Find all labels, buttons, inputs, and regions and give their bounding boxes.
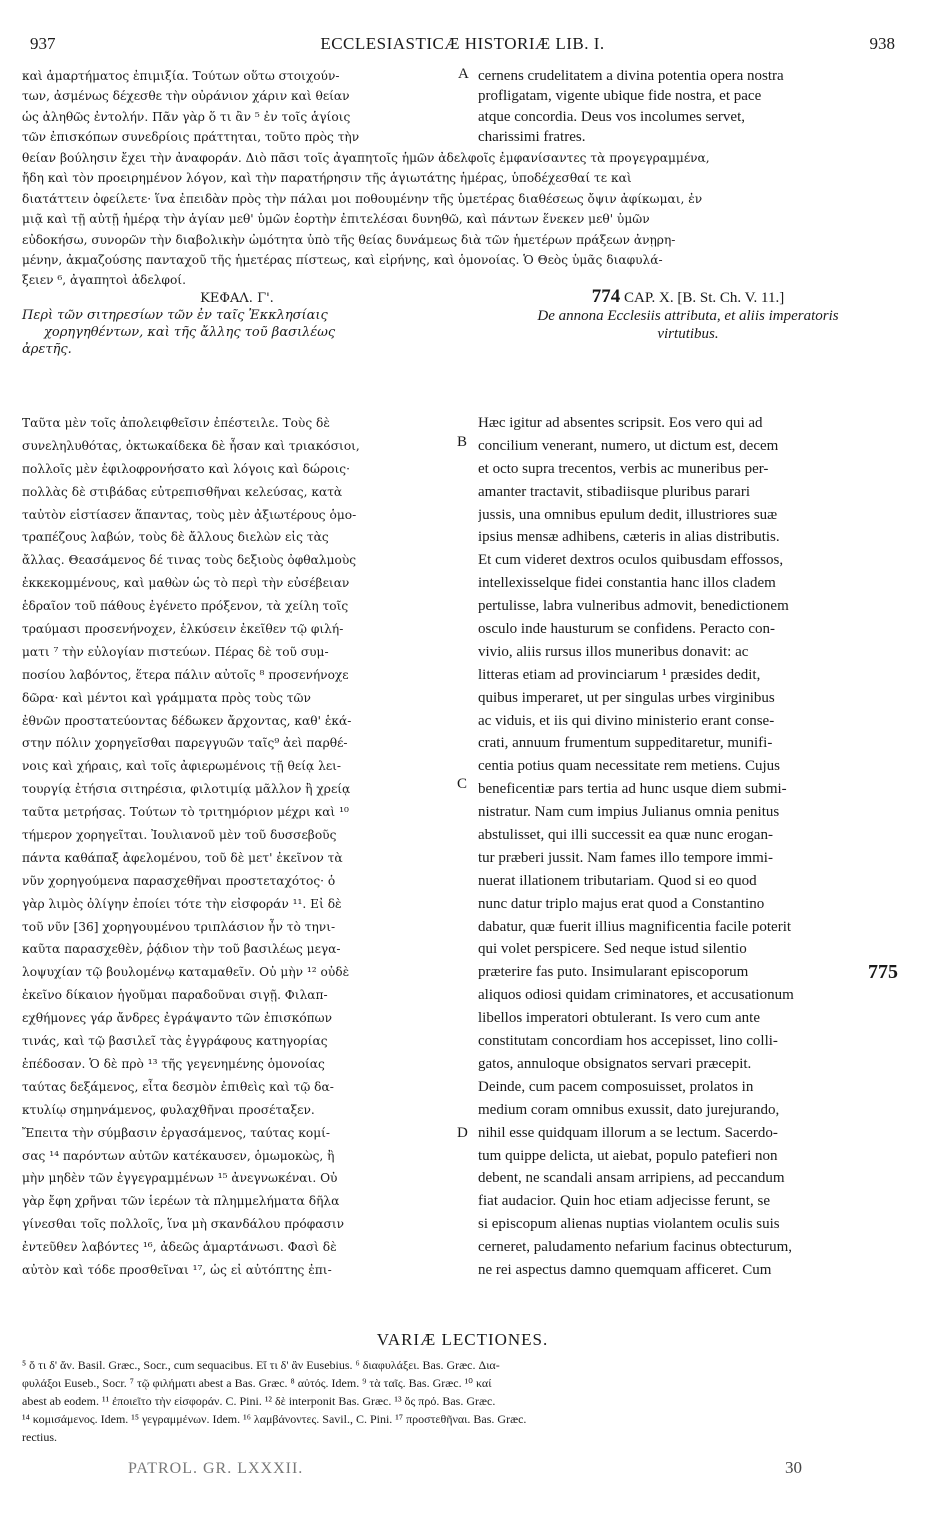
- text-line: ὡς ἀληθῶς ἐντολήν. Πᾶν γὰρ ὅ τι ἂν ⁵ ἐν τοῖς ἁγίοις: [22, 109, 351, 124]
- text-line: præterire fas puto. Insimularant episcoporum: [478, 964, 749, 981]
- text-line: τουργίᾳ ἐτήσια σιτηρέσια, φιλοτιμίᾳ μᾶλλον ἢ χρείᾳ: [22, 782, 351, 797]
- text-line: Deinde, cum pacem composuisset, prolatos in: [478, 1078, 754, 1095]
- text-line: ταύτας δεξάμενος, εἶτα δεσμὸν ἐπιθεὶς καὶ τῷ δα-: [22, 1079, 334, 1094]
- text-line: αὐτὸν καὶ τόδε προσθεῖναι ¹⁷, ὡς εἰ αὐτόπτης ἐπι-: [22, 1262, 332, 1277]
- greek-body-column: [22, 412, 452, 1282]
- variae-lectiones-notes: [22, 1356, 902, 1446]
- text-line: dabatur, quæ fuerit illius magnificentia facile poterit: [478, 918, 792, 935]
- text-line: beneficentiæ pars tertia ad hunc usque diem submi-: [478, 781, 787, 798]
- text-line: τραπέζους λαβών, τοὺς δὲ ἄλλους διελὼν εἰς τὰς: [22, 530, 329, 545]
- margin-letter-b: B: [457, 434, 468, 450]
- text-line: τοῦ νῦν [36] χορηγουμένου τριπλάσιον ἦν τὸ τηνι-: [22, 919, 336, 934]
- text-line: τραύμασι προσενήνοχεν, ἑλκύσειν ἐκεῖθεν τῷ φιλή-: [22, 622, 344, 637]
- latin-chapter-heading: [478, 288, 898, 343]
- text-line: μένην, ἀκμαζούσης πανταχοῦ τῆς ἡμετέρας πίστεως, καὶ εἰρήνης, καὶ ὁμονοίας. Ὁ Θεὸς ὑμᾶς διαφυλά-: [22, 252, 663, 267]
- text-line: nunc datur triplo majus erat quod a Constantino: [478, 895, 765, 912]
- text-line: Hæc igitur ad absentes scripsit. Eos vero qui ad: [478, 415, 763, 431]
- text-line: quibus imperaret, ut per singulas urbes virginibus: [478, 689, 775, 706]
- latin-chapter-title-line: De annona Ecclesiis attributa, et aliis imperatoris: [537, 308, 839, 324]
- text-line: cerneret, paludamento nefarium facinus obtecturum,: [478, 1239, 793, 1256]
- text-line: γὰρ λιμὸς ὀλίγην ἐποίει τότε τὴν εἰσφοράν ¹¹. Εἰ δὲ: [22, 896, 342, 911]
- page-number-right: 938: [869, 34, 895, 53]
- text-line: πολλοῖς μὲν ἐφιλοφρονήσατο καὶ λόγοις καὶ δώροις·: [22, 461, 350, 476]
- latin-chapter-title-line: virtutibus.: [657, 326, 719, 342]
- text-line: νοις καὶ χήραις, καὶ τοῖς ἀφιερωμένοις τῇ θείᾳ λει-: [22, 759, 342, 774]
- text-line: centia potius quam necessitate rem metiens. Cujus: [478, 758, 781, 775]
- text-line: atque concordia. Deus vos incolumes servet,: [478, 108, 746, 125]
- text-line: ἑδραῖον τοῦ πάθους ἐγένετο πρόξενον, τὰ χείλη τοῖς: [22, 599, 349, 614]
- text-line: gatos, annuloque obsignatos servari præcepit.: [478, 1055, 752, 1072]
- text-line: τήμερον χορηγεῖται. Ἰουλιανοῦ μὲν τοῦ δυσσεβοῦς: [22, 828, 337, 843]
- text-line: εὐδοκήσω, συνορῶν τὴν διαβολικὴν ὠμότητα ὑπὸ τῆς θείας δυνάμεως διὰ τῶν ἡμετέρων πράξεων ἀνῃρη-: [22, 232, 676, 247]
- text-line: γὰρ ἔφη χρῆναι τῶν ἱερέων τὰ πλημμελήματα δῆλα: [22, 1194, 340, 1209]
- footer-signature: 30: [785, 1458, 802, 1477]
- text-line: ἐπέδοσαν. Ὁ δὲ πρὸ ¹³ τῆς γεγενημένης ὁμονοίας: [22, 1056, 325, 1071]
- text-line: εχθήμονες γάρ ἄνδρες ἐγράψαντο τῶν ἐπισκόπων: [22, 1011, 333, 1026]
- text-line: των, ἀσμένως δέχεσθε τὴν οὐράνιον χάριν καὶ θείαν: [22, 89, 350, 104]
- note-line: rectius.: [22, 1430, 57, 1444]
- text-line: et octo supra trecentos, verbis ac muneribus per-: [478, 460, 769, 477]
- note-line: ⁵ ὅ τι δ' ἄν. Basil. Græc., Socr., cum sequacibus. Εἴ τι δ' ἂν Eusebius. ⁶ διαφυλάξει. Bas. Græc. Δια-: [22, 1358, 500, 1372]
- text-line: concilium venerant, numero, ut dictum est, decem: [478, 437, 779, 454]
- text-line: μιᾷ καὶ τῇ αὐτῇ ἡμέρᾳ τὴν ἁγίαν μεθ' ὑμῶν ἑορτὴν ἐπιτελέσαι δυνηθῶ, καὶ πάντων ἕνεκεν μεθ' ὑμῶν: [22, 212, 650, 227]
- text-line: διατάττειν ὀφείλετε· ἵνα ἐπειδὰν πρὸς τὴν πάλαι μοι ποθουμένην τῆς ὑμετέρας διαθέσεως ὄψιν ἀφίκωμαι, ἐν: [22, 191, 703, 206]
- text-line: cernens crudelitatem a divina potentia opera nostra: [478, 68, 784, 84]
- text-line: litteras etiam ad provinciarum ¹ præsides dedit,: [478, 666, 761, 683]
- margin-letter-d: D: [457, 1125, 468, 1141]
- text-line: osculo inde hausturum se confidens. Peracto con-: [478, 621, 776, 638]
- text-line: Et cum videret dextros oculos quibusdam effossos,: [478, 552, 784, 569]
- footer-volume: PATROL. GR. LXXXII.: [128, 1460, 304, 1477]
- text-line: συνεληλυθότας, ὀκτωκαίδεκα δὲ ἦσαν καὶ τριακόσιοι,: [22, 438, 360, 453]
- greek-chapter-title-line: ἀρετῆς.: [22, 342, 72, 357]
- text-line: ipsius mensæ adhibens, cæteris in alias distributis.: [478, 529, 780, 546]
- text-line: θείαν βούλησιν ἔχει τὴν ἀναφοράν. Διὸ πᾶσι τοῖς ἀγαπητοῖς ἡμῶν ἀδελφοῖς ἐμφανίσαντες τὰ προγεγραμμένα,: [22, 151, 710, 165]
- text-line: crati, annuum frumentum suppeditaretur, munifi-: [478, 735, 773, 752]
- text-line: pertulisse, labra vulneribus admovit, benedictionem: [478, 598, 789, 615]
- text-line: jussis, una omnibus epulum dedit, illustriores suæ: [478, 506, 778, 523]
- text-line: fiat audacior. Quin hoc etiam adjecisse ferunt, se: [478, 1193, 770, 1210]
- text-line: καῦτα παρασχεθὲν, ῥᾴδιον τὴν τοῦ βασιλέως μεγα-: [22, 942, 341, 957]
- text-line: πάντα καθάπαξ ἀφελομένου, τοῦ δὲ μετ' ἐκεῖνον τὰ: [22, 850, 343, 865]
- text-line: intellexisselque fidei constantia hanc illos cladem: [478, 575, 776, 592]
- margin-letter-a: A: [458, 66, 469, 82]
- greek-chapter-title-line: Περὶ τῶν σιτηρεσίων τῶν ἐν ταῖς Ἐκκλησίαις: [22, 308, 328, 323]
- text-line: ταὐτὸν εἱστίασεν ἅπαντας, τοὺς μὲν ἀξιωτέρους ὁμο-: [22, 507, 357, 522]
- variae-lectiones-title: VARIÆ LECTIONES.: [376, 1330, 549, 1349]
- text-line: γίνεσθαι τοῖς πολλοῖς, ἵνα μὴ σκανδάλου πρόφασιν: [22, 1217, 345, 1232]
- text-line: Ταῦτα μὲν τοῖς ἀπολειφθεῖσιν ἐπέστειλε. Τοὺς δὲ: [22, 416, 330, 430]
- note-line: φυλάξοι Euseb., Socr. ⁷ τῷ φιλήματι abest a Bas. Græc. ⁸ αὐτός. Idem. ⁹ τὰ ταῖς. Bas. Græc. ¹⁰ καί: [22, 1376, 492, 1390]
- margin-letter-c: C: [457, 776, 468, 792]
- text-line: ἄλλας. Θεασάμενος δέ τινας τοὺς δεξιοὺς ὀφθαλμοὺς: [22, 553, 357, 568]
- text-line: μὴν μηδὲν τῶν ἐγγεγραμμένων ¹⁵ ἀνεγνωκέναι. Οὐ: [22, 1171, 338, 1186]
- text-line: nuerat illationem tributariam. Quod si eo quod: [478, 872, 757, 889]
- greek-top-block: [22, 66, 452, 148]
- text-line: charissimi fratres.: [478, 129, 586, 146]
- latin-chapter-number: CAP. X. [B. St. Ch. V. 11.]: [624, 290, 785, 306]
- column-number-774: 774: [591, 286, 621, 307]
- greek-chapter-title-line: χορηγηθέντων, καὶ τῆς ἄλλης τοῦ βασιλέως: [44, 325, 336, 340]
- page-number-left: 937: [30, 34, 56, 53]
- greek-chapter-number: ΚΕΦΑΛ. Γ'.: [200, 291, 274, 306]
- text-line: ἤδη καὶ τὸν προειρημένον λόγον, καὶ τὴν παρατήρησιν τῆς ἁγιωτάτης ἡμέρας, ὑποδέχεσθαί τε καὶ: [22, 171, 632, 186]
- greek-chapter-heading: [22, 290, 452, 358]
- text-line: aliquos odiosi quidam criminatores, et accusationum: [478, 987, 794, 1004]
- text-line: καὶ ἁμαρτήματος ἐπιμιξία. Τούτων οὕτω στοιχούν-: [22, 69, 340, 83]
- text-line: profligatam, vigente ubique fide nostra, et pace: [478, 88, 762, 105]
- text-line: τῶν ἐπισκόπων συνεδρίοις πράττηται, τοῦτο πρὸς τὴν: [22, 130, 360, 145]
- page-header: [30, 34, 895, 58]
- text-line: ac viduis, et iis qui divino ministerio erant conse-: [478, 712, 775, 729]
- text-line: ne rei aspectus damno quemquam afficeret. Cum: [478, 1261, 772, 1278]
- text-line: ποσίου λαβόντος, ἕτερα πάλιν αὐτοῖς ⁸ προσενήνοχε: [22, 667, 349, 682]
- text-line: ματι ⁷ τὴν εὐλογίαν πιστεύων. Πέρας δὲ τοῦ συμ-: [22, 644, 329, 659]
- text-line: tum quippe delicta, ut aiebat, populo patefieri non: [478, 1147, 778, 1164]
- text-line: στην πόλιν χορηγεῖσθαι παρεγγυῶν ταῖς⁹ ἀεὶ παρθέ-: [22, 736, 348, 751]
- text-line: constitutam concordiam hos accepisset, lino colli-: [478, 1033, 778, 1050]
- text-line: amanter tractavit, stibadiisque pluribus parari: [478, 483, 750, 500]
- text-line: δῶρα· καὶ μέντοι καὶ γράμματα πρὸς τοὺς τῶν: [22, 690, 311, 705]
- text-line: πολλὰς δὲ στιβάδας εὐτρεπισθῆναι κελεύσας, κατὰ: [22, 484, 343, 499]
- text-line: libellos imperatori obtulerant. Is vero cum ante: [478, 1010, 760, 1027]
- text-line: ἐντεῦθεν λαβόντες ¹⁶, ἀδεῶς ἁμαρτάνωσι. Φασὶ δὲ: [22, 1240, 337, 1255]
- text-line: Ἔπειτα τὴν σύμβασιν ἐργασάμενος, ταύτας κομί-: [22, 1125, 331, 1140]
- latin-top-block: [478, 66, 898, 148]
- text-line: λοψυχίαν τῷ βουλομένῳ καταμαθεῖν. Οὐ μὴν ¹² οὐδὲ: [22, 965, 350, 980]
- text-line: ἐκεῖνο δίκαιον ἡγοῦμαι παραδοῦναι σιγῇ. Φιλαπ-: [22, 988, 328, 1003]
- latin-body-column: [478, 412, 898, 1282]
- text-line: nihil esse quidquam illorum a se lectum. Sacerdo-: [478, 1124, 778, 1141]
- text-line: ἐκκεκομμένους, καὶ μαθὼν ὡς τὸ περὶ τὴν εὐσέβειαν: [22, 576, 350, 591]
- text-line: nistratur. Nam cum impius Julianus omnia penitus: [478, 804, 780, 821]
- greek-full-width-block: [22, 148, 892, 291]
- text-line: tur præberi jussit. Nam fames illo tempore immi-: [478, 849, 773, 866]
- text-line: σας ¹⁴ παρόντων αὐτῶν κατέκαυσεν, ὁμωμοκὼς, ἢ: [22, 1148, 335, 1163]
- text-line: νῦν χορηγούμενα παρασχεθῆναι προστεταχότος· ὁ: [22, 873, 336, 888]
- text-line: κτυλίῳ σημηνάμενος, φυλαχθῆναι προσέταξεν.: [22, 1102, 315, 1117]
- text-line: abstulisset, qui illi successit ea quæ nunc erogan-: [478, 827, 773, 844]
- text-line: medium coram omnibus exussit, dato jurejurando,: [478, 1101, 780, 1118]
- running-title: ECCLESIASTICÆ HISTORIÆ LIB. I.: [320, 34, 605, 53]
- text-line: ἐθνῶν προστατεύοντας δέδωκεν ἄρχοντας, καθ' ἑκά-: [22, 713, 352, 728]
- text-line: ξειεν ⁶, ἀγαπητοὶ ἀδελφοί.: [22, 273, 186, 288]
- text-line: τινάς, καὶ τῷ βασιλεῖ τὰς ἐγγράφους κατηγορίας: [22, 1034, 328, 1049]
- text-line: qui volet perspicere. Sed neque istud silentio: [478, 941, 747, 958]
- note-line: ¹⁴ κομισάμενος. Idem. ¹⁵ γεγραμμένων. Idem. ¹⁶ λαμβάνοντες. Savil., C. Pini. ¹⁷ προστεθῆναι. Bas. Græc.: [22, 1412, 527, 1426]
- column-number-775: 775: [868, 961, 898, 983]
- text-line: si episcopum alienas nuptias violantem oculis suis: [478, 1216, 780, 1233]
- text-line: debent, ne scandali ansam arripiens, ad peccandum: [478, 1170, 785, 1187]
- note-line: abest ab eodem. ¹¹ ἐποιεῖτο τὴν εἰσφοράν. C. Pini. ¹² δὲ interponit Bas. Græc. ¹³ ὅς πρό. Bas. Græc.: [22, 1394, 496, 1408]
- text-line: vivio, aliis rursus illos muneribus donavit: ac: [478, 643, 749, 660]
- text-line: ταῦτα μετρήσας. Τούτων τὸ τριτημόριον μέχρι καὶ ¹⁰: [22, 805, 349, 820]
